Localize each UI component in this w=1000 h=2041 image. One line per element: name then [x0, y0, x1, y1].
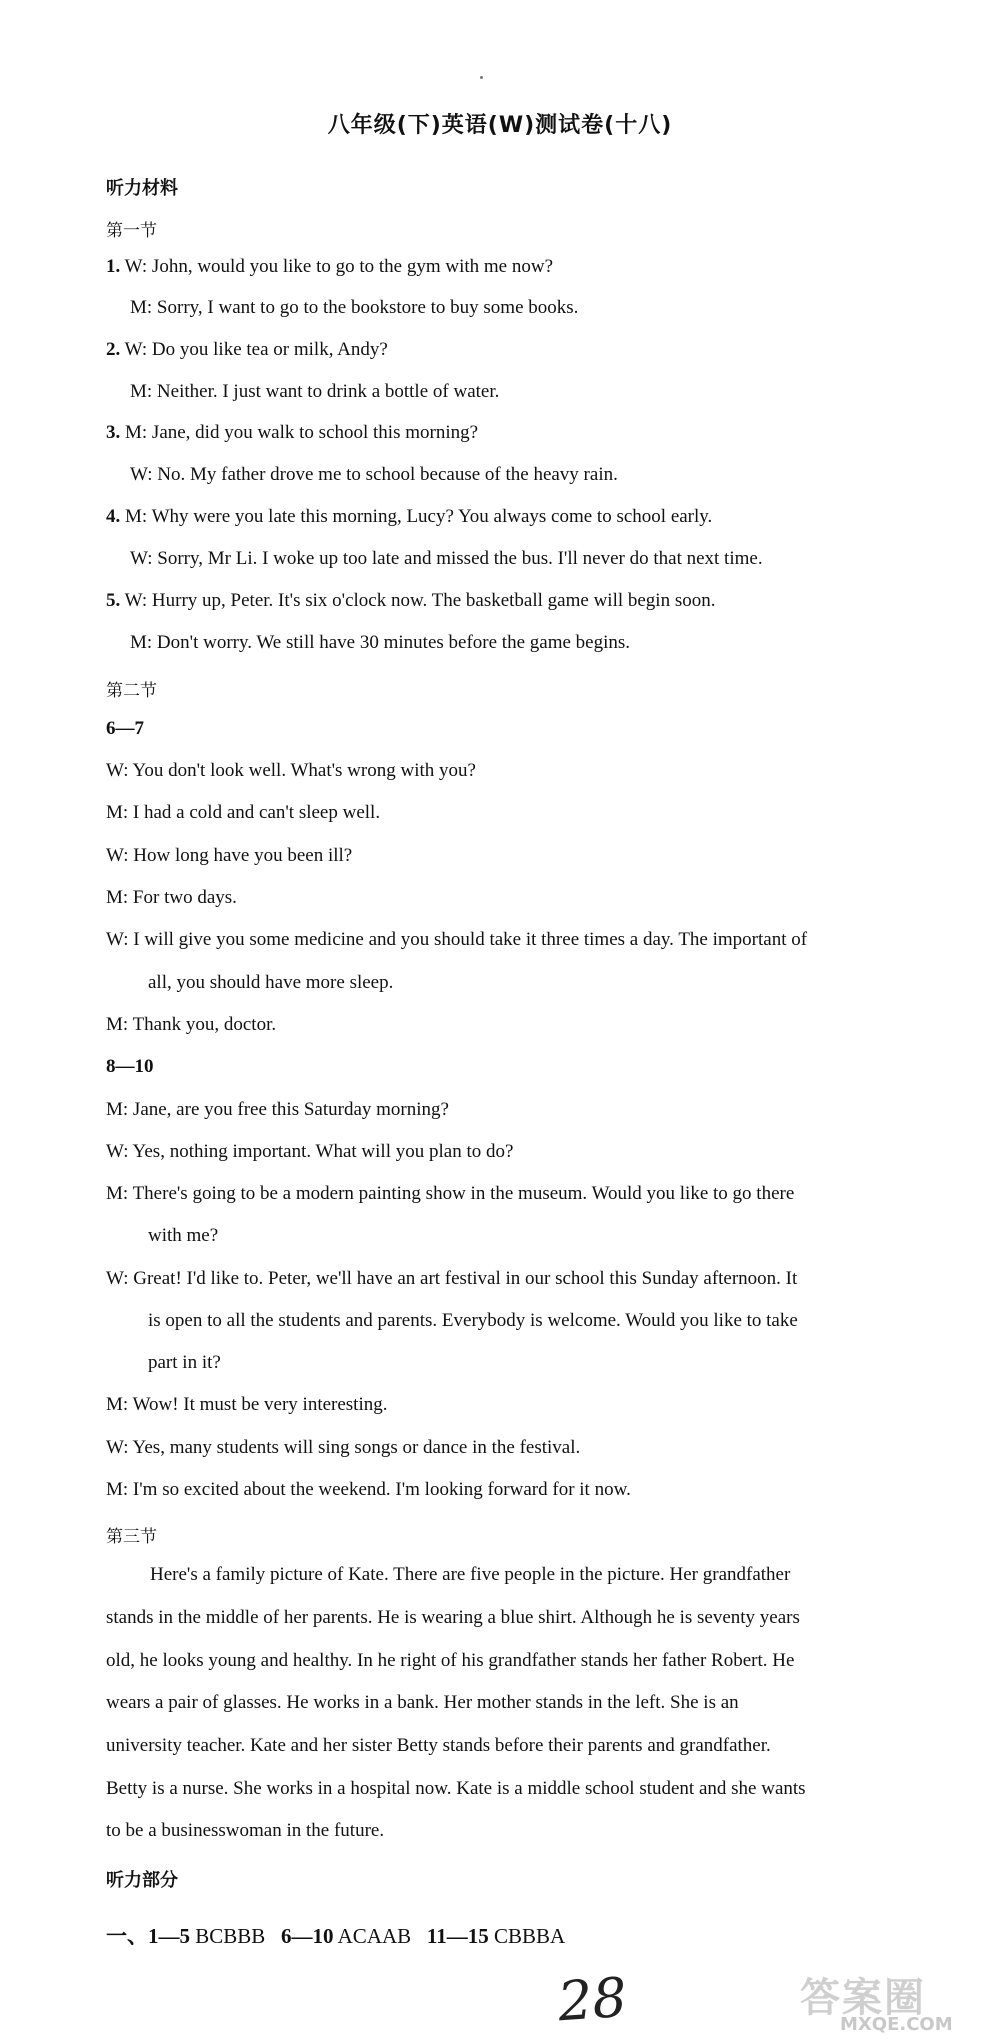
dialogue-line: W: Yes, many students will sing songs or dance in the festival. — [106, 1437, 581, 1458]
dialogue-line: 4. M: Why were you late this morning, Lucy? You always come to school early. — [106, 506, 713, 527]
dialogue-line: W: How long have you been ill? — [106, 845, 353, 866]
dialogue-line: M: For two days. — [106, 887, 237, 908]
passage-line: to be a businesswoman in the future. — [106, 1820, 385, 1841]
section-header: 听力材料 — [106, 178, 178, 199]
dialogue-line: M: Sorry, I want to go to the bookstore to buy some books. — [130, 297, 579, 318]
dialogue-line: 1. W: John, would you like to go to the gym with me now? — [106, 256, 554, 277]
dialogue-line: 2. W: Do you like tea or milk, Andy? — [106, 339, 388, 360]
dialogue-line: 3. M: Jane, did you walk to school this morning? — [106, 422, 479, 443]
section-2-label: 第二节 — [106, 681, 157, 701]
dialogue-line: M: Thank you, doctor. — [106, 1014, 277, 1035]
dialogue-line: is open to all the students and parents. Everybody is welcome. Would you like to take — [148, 1310, 798, 1331]
dialogue-line: 5. W: Hurry up, Peter. It's six o'clock now. The basketball game will begin soon. — [106, 590, 716, 611]
dialogue-line: all, you should have more sleep. — [148, 972, 394, 993]
passage-line: university teacher. Kate and her sister Betty stands before their parents and grandfather. — [106, 1735, 771, 1756]
dialogue-line: with me? — [148, 1225, 219, 1246]
page-title: 八年级(下)英语(W)测试卷(十八) — [327, 113, 673, 138]
dialogue-line: W: Yes, nothing important. What will you plan to do? — [106, 1141, 514, 1162]
passage-line: wears a pair of glasses. He works in a bank. Her mother stands in the left. She is an — [106, 1692, 739, 1713]
passage-line: stands in the middle of her parents. He is wearing a blue shirt. Although he is seventy years — [106, 1607, 800, 1628]
dialogue-line: M: I had a cold and can't sleep well. — [106, 802, 381, 823]
dialogue-line: W: I will give you some medicine and you should take it three times a day. The important of — [106, 929, 808, 950]
scan-speck — [480, 76, 483, 79]
passage-line: Betty is a nurse. She works in a hospital now. Kate is a middle school student and she wants — [106, 1778, 806, 1799]
dialogue-line: W: Sorry, Mr Li. I woke up too late and missed the bus. I'll never do that next time. — [130, 548, 763, 569]
group-label: 6—7 — [106, 718, 144, 739]
section-1-label: 第一节 — [106, 221, 157, 241]
passage-line: old, he looks young and healthy. In he right of his grandfather stands her father Robert. He — [106, 1650, 795, 1671]
dialogue-line: M: There's going to be a modern painting show in the museum. Would you like to go there — [106, 1183, 795, 1204]
answer-key: 一、1—5 BCBBB 6—10 ACAAB 11—15 CBBBA — [106, 1924, 566, 1948]
dialogue-line: part in it? — [148, 1352, 221, 1373]
dialogue-line: M: Don't worry. We still have 30 minutes before the game begins. — [130, 632, 631, 653]
dialogue-line: M: Wow! It must be very interesting. — [106, 1394, 388, 1415]
answers-header: 听力部分 — [106, 1870, 178, 1891]
dialogue-line: W: Great! I'd like to. Peter, we'll have an art festival in our school this Sunday afternoon. It — [106, 1268, 798, 1289]
passage-line: Here's a family picture of Kate. There are five people in the picture. Her grandfather — [150, 1564, 791, 1585]
watermark-logo: 答案圈 — [800, 1975, 926, 2021]
dialogue-line: M: I'm so excited about the weekend. I'm looking forward for it now. — [106, 1479, 631, 1500]
dialogue-line: W: No. My father drove me to school because of the heavy rain. — [130, 464, 618, 485]
watermark-url: MXQE.COM — [840, 2014, 953, 2035]
dialogue-line: W: You don't look well. What's wrong with you? — [106, 760, 476, 781]
section-3-label: 第三节 — [106, 1527, 157, 1547]
group-label: 8—10 — [106, 1056, 154, 1077]
dialogue-line: M: Jane, are you free this Saturday morning? — [106, 1099, 449, 1120]
handwritten-page-number: 28 — [555, 1965, 629, 2034]
dialogue-line: M: Neither. I just want to drink a bottle of water. — [130, 381, 500, 402]
